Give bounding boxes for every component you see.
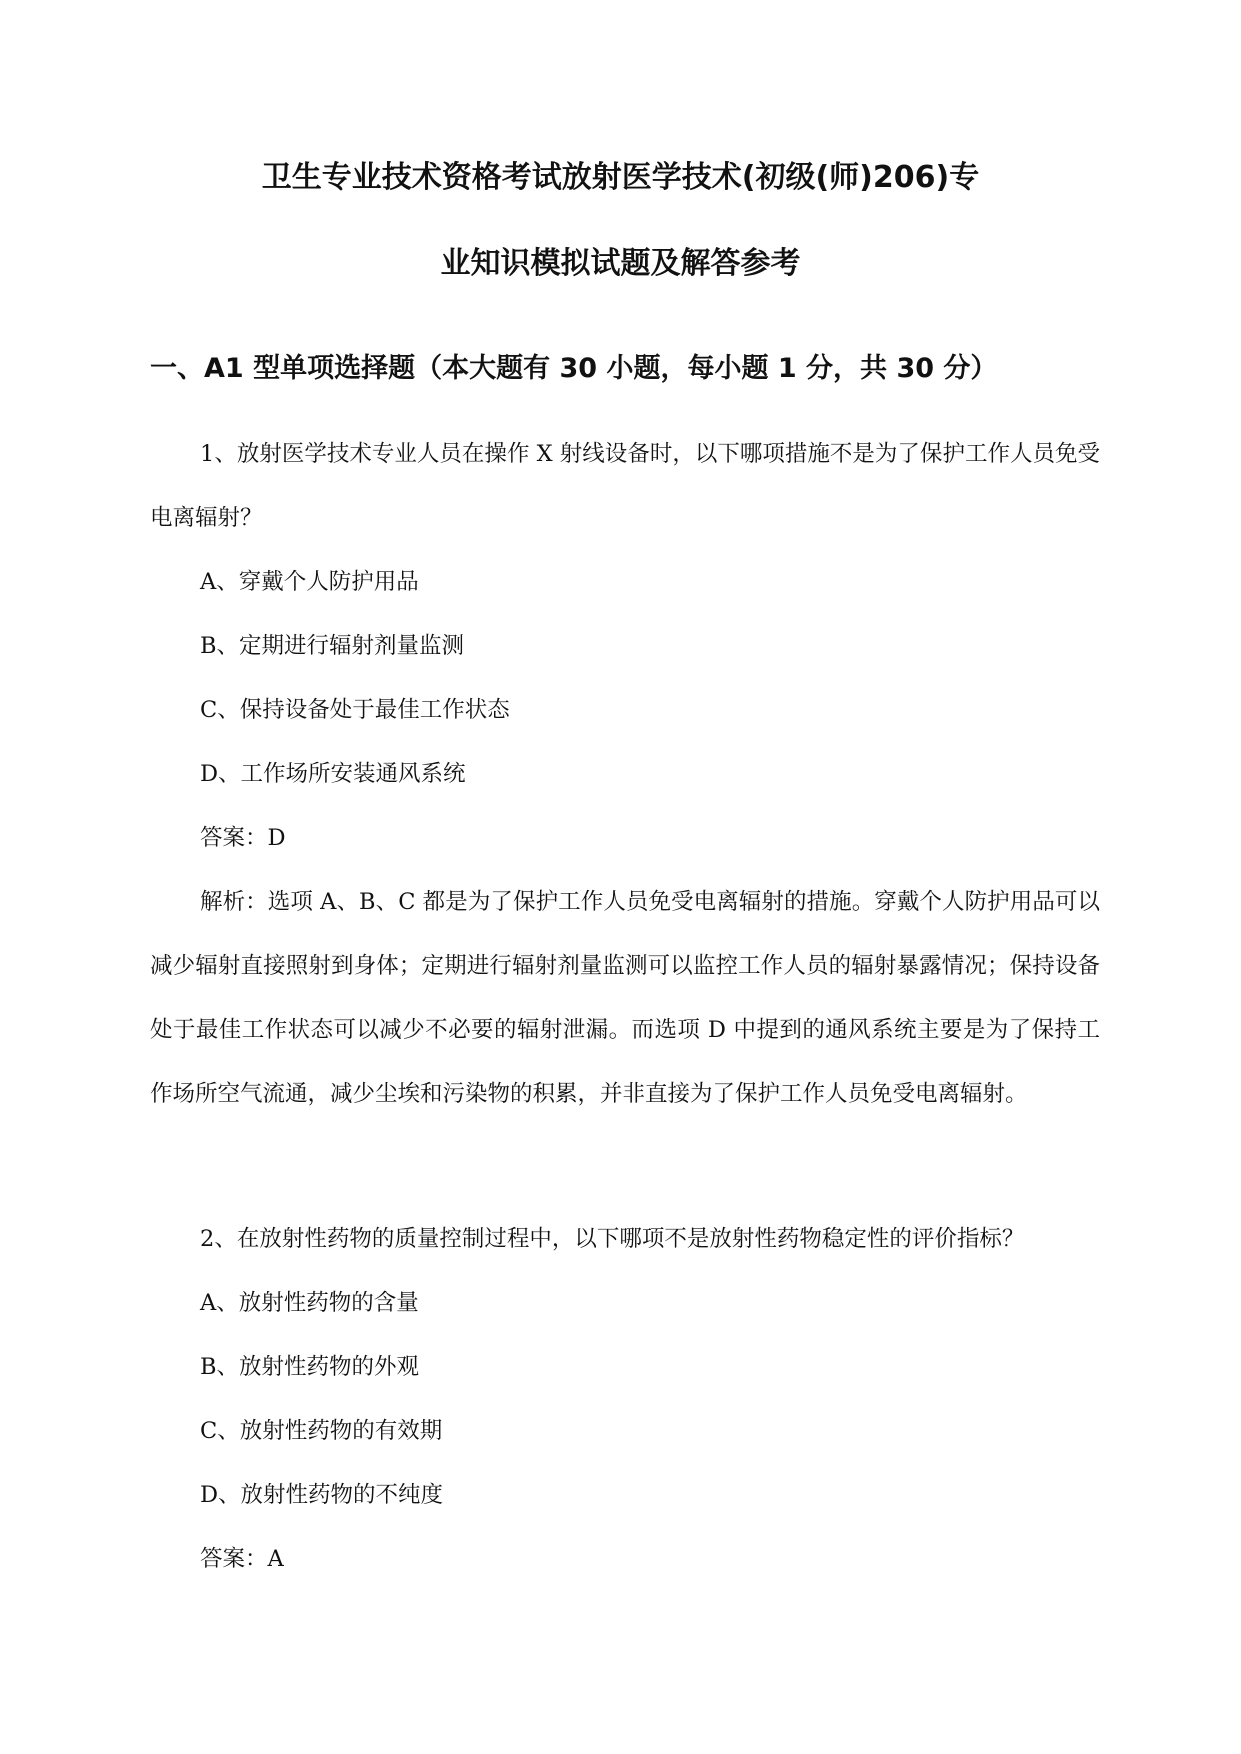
question-1-option-b: B、定期进行辐射剂量监测 [200,633,465,659]
document-title-line-1: 卫生专业技术资格考试放射医学技术(初级(师)206)专 [261,160,980,195]
question-2-option-b: B、放射性药物的外观 [200,1354,420,1380]
question-1 [150,422,1100,1126]
question-2-option-d: D、放射性药物的不纯度 [200,1482,444,1508]
document-title-line-2: 业知识模拟试题及解答参考 [440,246,801,281]
question-2-option-a: A、放射性药物的含量 [200,1290,419,1316]
question-2-answer: 答案：A [200,1546,284,1572]
question-1-option-a: A、穿戴个人防护用品 [200,569,419,595]
question-1-answer: 答案：D [200,825,286,851]
question-2-stem: 2、在放射性药物的质量控制过程中，以下哪项不是放射性药物稳定性的评价指标？ [200,1226,1025,1252]
question-2-option-c: C、放射性药物的有效期 [200,1418,443,1444]
question-1-analysis: 解析：选项 A、B、C 都是为了保护工作人员免受电离辐射的措施。穿戴个人防护用品可以减少辐射直接照射到身体；定期进行辐射剂量监测可以监控工作人员的辐射暴露情况；保持设备处于最佳工作状态可以减少不必要的辐射泄漏。而选项 D 中提到的通风系统主要是为了保持工作场所空气流通，减少尘埃和污染物的积累，并非直接为了保护工作人员免受电离辐射。 [150,889,1100,1107]
question-1-option-d: D、工作场所安装通风系统 [200,761,466,787]
section-heading: 一、A1 型单项选择题（本大题有 30 小题，每小题 1 分，共 30 分） [150,353,998,384]
question-1-stem: 1、放射医学技术专业人员在操作 X 射线设备时，以下哪项措施不是为了保护工作人员免受电离辐射？ [150,441,1100,531]
question-1-option-c: C、保持设备处于最佳工作状态 [200,697,510,723]
question-2 [150,1207,1100,1591]
